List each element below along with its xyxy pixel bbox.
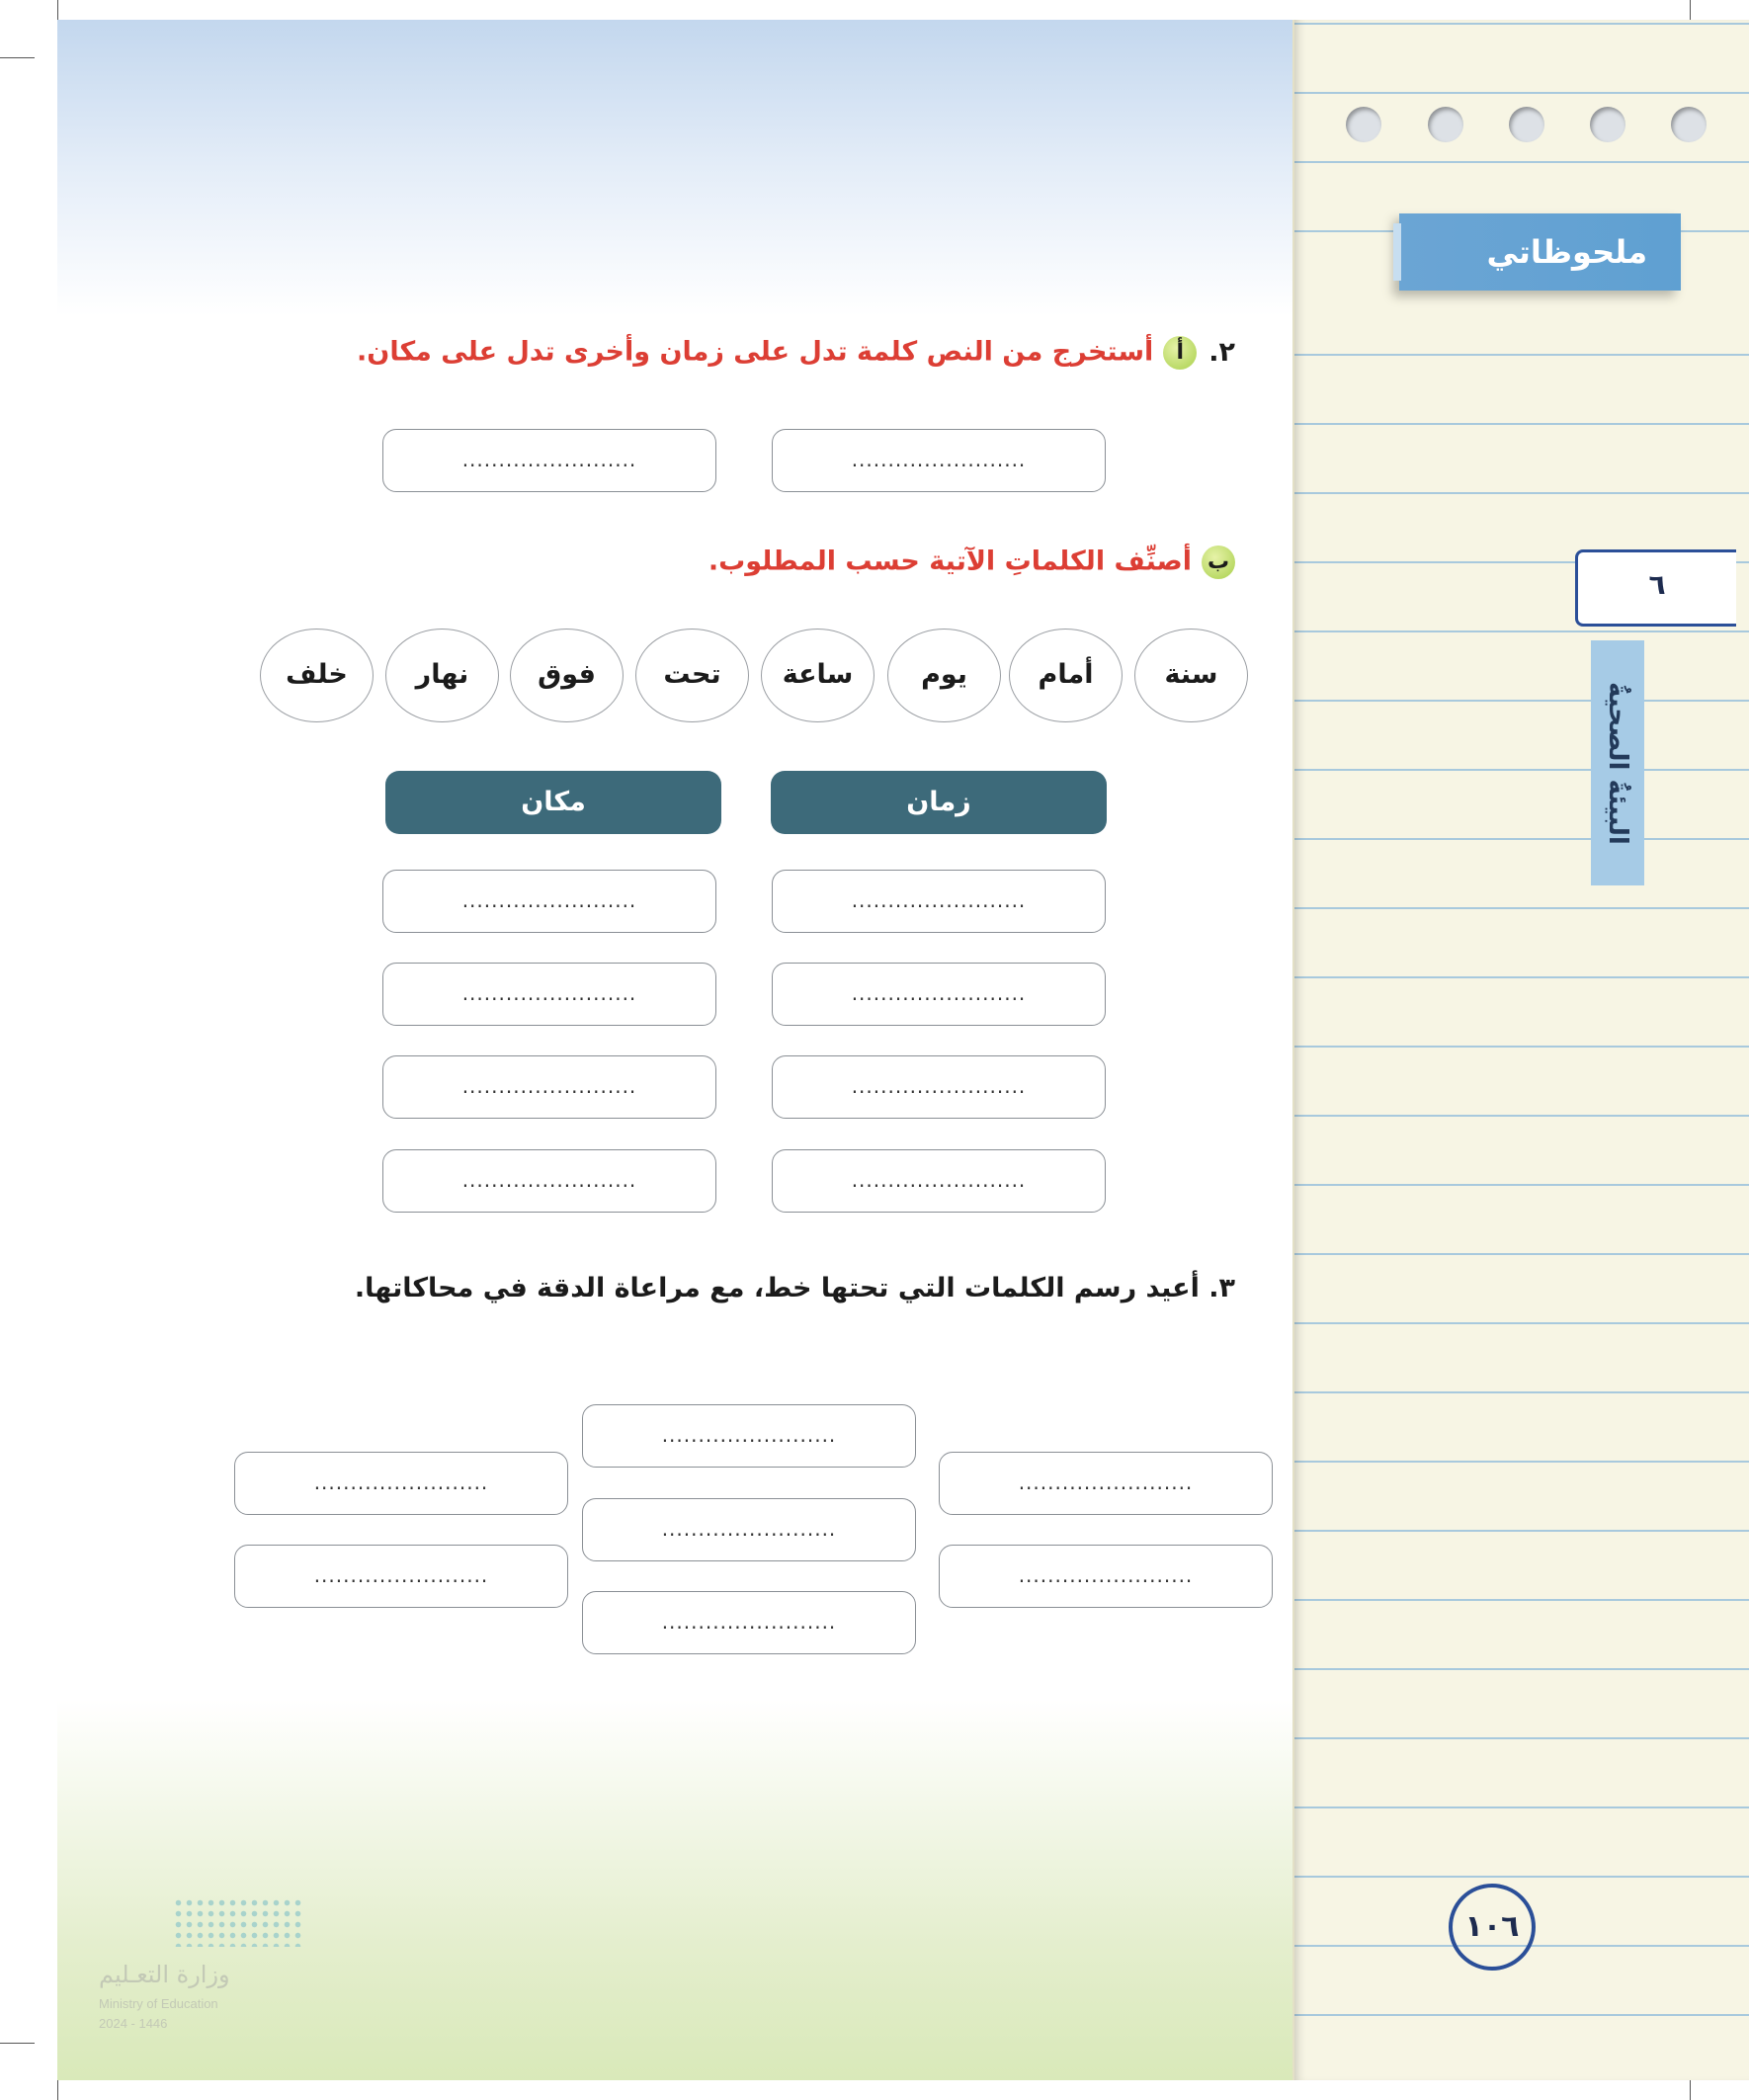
question-2a <box>357 336 1235 370</box>
binder-hole <box>1346 107 1381 142</box>
unit-number-tab: ٦ <box>1575 549 1736 627</box>
time-answer-box[interactable]: ........................ <box>772 1055 1106 1119</box>
copy-box[interactable]: ........................ <box>939 1545 1273 1608</box>
word-pill[interactable]: سنة <box>1134 629 1248 722</box>
copy-box[interactable]: ........................ <box>582 1591 916 1654</box>
time-answer-box[interactable]: ........................ <box>772 963 1106 1026</box>
page-main-area <box>57 20 1292 2080</box>
time-answer-box[interactable]: ........................ <box>772 1149 1106 1213</box>
place-answer-box[interactable]: ........................ <box>382 1055 716 1119</box>
question-2b-text: أصنِّف الكلماتِ الآتية حسب المطلوب. <box>708 546 1192 577</box>
ministry-logo-icon <box>173 1897 301 1947</box>
part-a-badge: أ <box>1163 336 1197 370</box>
place-answer-box[interactable]: ........................ <box>382 963 716 1026</box>
word-pill[interactable]: فوق <box>510 629 624 722</box>
copy-box[interactable]: ........................ <box>939 1452 1273 1515</box>
question-number: ٢. <box>1208 336 1235 368</box>
place-answer-box[interactable]: ........................ <box>382 870 716 933</box>
binder-hole <box>1509 107 1544 142</box>
word-pill[interactable]: خلف <box>260 629 374 722</box>
word-pill[interactable]: أمام <box>1009 629 1123 722</box>
answer-box-place[interactable]: ........................ <box>382 429 716 492</box>
ministry-name-english: Ministry of Education <box>99 1996 218 2011</box>
word-pill[interactable]: يوم <box>887 629 1001 722</box>
time-answer-box[interactable]: ........................ <box>772 870 1106 933</box>
column-header-time: زمان <box>771 771 1107 834</box>
part-b-badge: ب <box>1202 546 1235 579</box>
notes-title <box>1399 213 1681 291</box>
question-2a-text: أستخرج من النص كلمة تدل على زمان وأخرى تدل على مكان. <box>357 336 1154 368</box>
question-2b <box>708 546 1235 579</box>
binder-hole <box>1590 107 1625 142</box>
ministry-logo <box>99 1897 316 2036</box>
ministry-name-arabic: وزارة التعـليم <box>99 1961 230 1988</box>
unit-name-band <box>1591 640 1644 885</box>
copy-box[interactable]: ........................ <box>234 1452 568 1515</box>
question-3: ٣. أعيد رسم الكلمات التي تحتها خط، مع مراعاة الدقة في محاكاتها. <box>354 1273 1235 1303</box>
copy-box[interactable]: ........................ <box>582 1498 916 1561</box>
edition-year: 2024 - 1446 <box>99 2016 168 2031</box>
word-pill[interactable]: نهار <box>385 629 499 722</box>
copy-box[interactable]: ........................ <box>234 1545 568 1608</box>
crop-mark <box>0 2043 35 2044</box>
place-answer-box[interactable]: ........................ <box>382 1149 716 1213</box>
word-pill[interactable]: ساعة <box>761 629 874 722</box>
page-number: ١٠٦ <box>1449 1884 1536 1971</box>
binder-hole <box>1428 107 1463 142</box>
copy-box[interactable]: ........................ <box>582 1404 916 1468</box>
binder-hole <box>1671 107 1707 142</box>
notes-panel <box>1292 20 1749 2080</box>
answer-box-time[interactable]: ........................ <box>772 429 1106 492</box>
unit-name: البيئةُ الصحيةُ <box>1603 681 1632 845</box>
crop-mark <box>0 57 35 58</box>
column-header-place: مكان <box>385 771 721 834</box>
notes-title-text: ملحوظاتي <box>1486 233 1647 271</box>
word-pill[interactable]: تحت <box>635 629 749 722</box>
